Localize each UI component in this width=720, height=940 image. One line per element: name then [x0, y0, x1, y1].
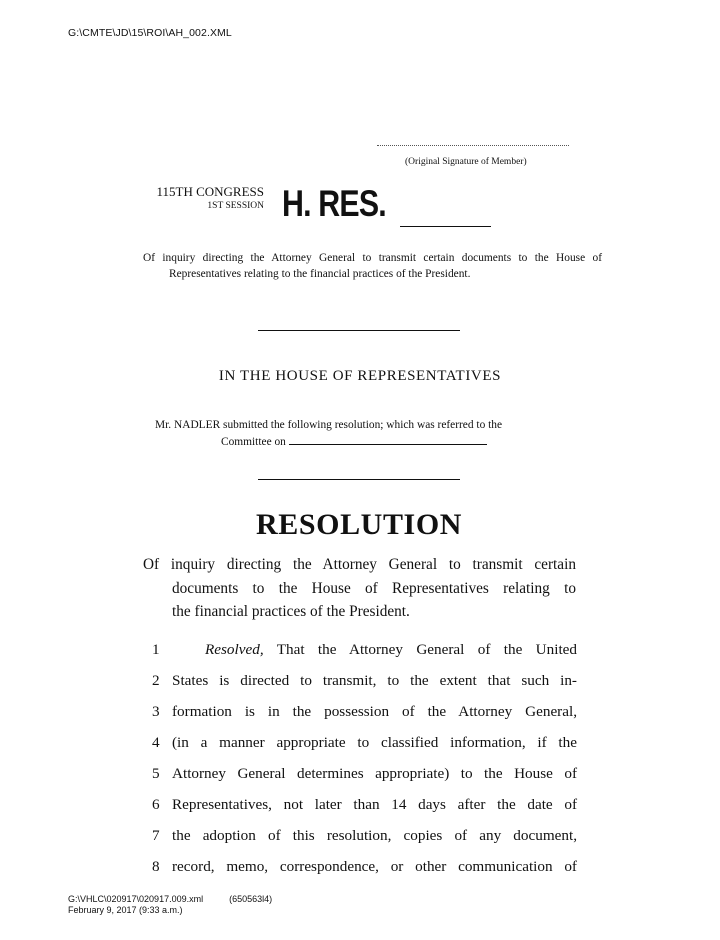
- page-footer: [68, 894, 272, 916]
- line-number: 3: [152, 703, 160, 720]
- bill-type: H. RES.: [282, 183, 386, 224]
- submission-line-2: [155, 433, 565, 450]
- body-line: [143, 696, 577, 727]
- line-text: record, memo, correspondence, or other communication of: [172, 858, 577, 875]
- purpose-line: the financial practices of the President.: [172, 603, 410, 620]
- line-number: 1: [152, 641, 160, 658]
- footer-file-line: [68, 894, 272, 905]
- divider-rule: [258, 330, 460, 331]
- body-line: [143, 634, 577, 665]
- purpose-line: Of inquiry directing the Attorney General to transmit certain: [143, 556, 576, 573]
- body-line: [143, 727, 577, 758]
- body-line: [143, 758, 577, 789]
- line-number: 4: [152, 734, 160, 751]
- footer-date: February 9, 2017 (9:33 a.m.): [68, 905, 183, 915]
- line-number: 6: [152, 796, 160, 813]
- short-title: Of inquiry directing the Attorney General to transmit certain documents to the House of Representatives relating to the financial practices of the President.: [143, 252, 602, 280]
- line-text: Attorney General determines appropriate) to the House of: [172, 765, 577, 782]
- body-line: [143, 789, 577, 820]
- line-text: formation is in the possession of the Attorney General,: [172, 703, 577, 720]
- line-text-content: That the Attorney General of the United: [276, 641, 577, 658]
- document-path: G:\CMTE\JD\15\ROI\AH_002.XML: [68, 27, 232, 39]
- line-text: (in a manner appropriate to classified information, if the: [172, 734, 577, 751]
- committee-label: Committee on: [221, 436, 286, 448]
- chamber-heading: IN THE HOUSE OF REPRESENTATIVES: [218, 368, 502, 384]
- body-line: [143, 820, 577, 851]
- line-text: the adoption of this resolution, copies of any document,: [172, 827, 577, 844]
- divider-rule: [258, 479, 460, 480]
- line-text: [205, 634, 577, 665]
- submission-statement: [155, 417, 565, 450]
- resolution-heading: RESOLUTION: [255, 508, 463, 541]
- line-text: States is directed to transmit, to the extent that such in-: [172, 672, 577, 689]
- congress-number: 115TH CONGRESS: [156, 184, 264, 199]
- signature-line: [377, 145, 569, 146]
- purpose-line: documents to the House of Representatives relating to: [172, 579, 576, 597]
- footer-code: (650563l4): [229, 894, 273, 904]
- session-number: 1ST SESSION: [207, 201, 264, 211]
- footer-file: G:\VHLC\020917\020917.009.xml: [68, 894, 204, 904]
- submission-line-1: Mr. NADLER submitted the following resolution; which was referred to the: [155, 419, 503, 431]
- resolved-word: Resolved,: [205, 641, 264, 658]
- committee-blank: [289, 433, 487, 445]
- signature-caption: (Original Signature of Member): [405, 157, 527, 167]
- line-number: 2: [152, 672, 160, 689]
- line-number: 7: [152, 827, 160, 844]
- body-line: [143, 665, 577, 696]
- resolution-body: [143, 634, 577, 882]
- line-number: 5: [152, 765, 160, 782]
- body-line: [143, 851, 577, 882]
- line-text: Representatives, not later than 14 days after the date of: [172, 796, 577, 813]
- bill-number-blank: [400, 226, 491, 227]
- congress-session-block: [142, 184, 264, 214]
- purpose-statement: [143, 553, 576, 624]
- line-number: 8: [152, 858, 160, 875]
